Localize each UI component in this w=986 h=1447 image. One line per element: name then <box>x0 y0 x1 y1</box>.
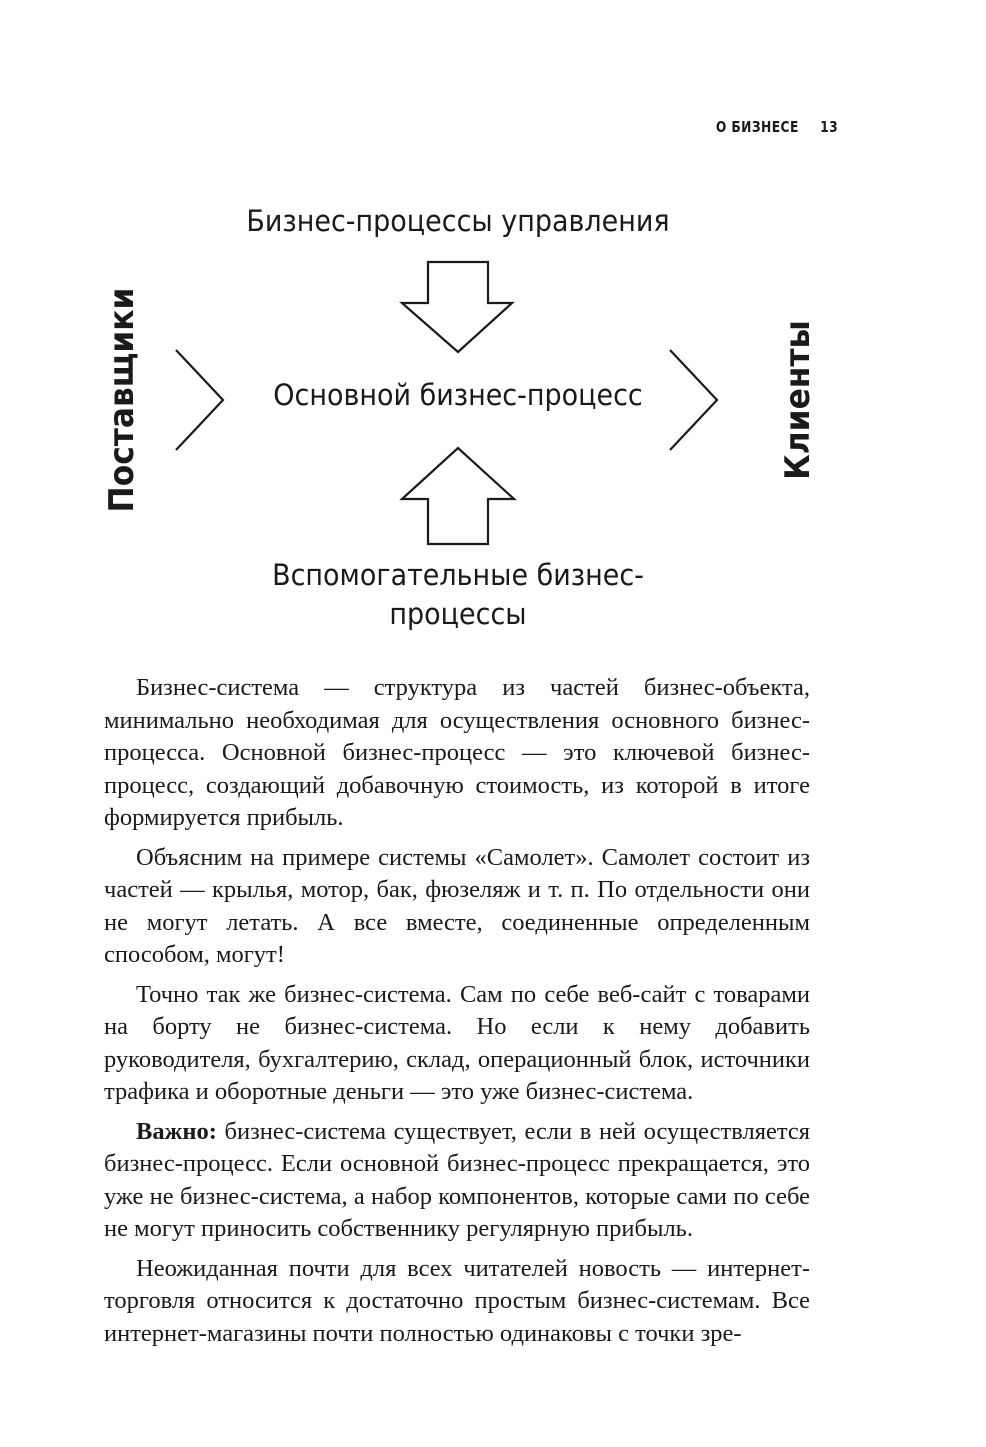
paragraph-1: Бизнес-система — структура из частей бизнес-объекта, минимально необходимая для осуществления основного бизнес-процесса. Основной бизнес-процесс — это ключевой бизнес-процесс, создающий добавочную стоимость, из которой в итоге формируется прибыль. <box>104 674 810 831</box>
clients-label: Клиенты <box>778 320 818 480</box>
up-block-arrow-icon <box>402 448 514 544</box>
business-process-diagram <box>0 0 986 660</box>
suppliers-label: Поставщики <box>102 287 142 513</box>
supporting-processes-line1: Вспомогательные бизнес- <box>272 558 644 592</box>
paragraph-4 <box>104 1116 810 1246</box>
supporting-processes-line2: процессы <box>389 597 527 631</box>
important-label: Важно: <box>136 1117 217 1145</box>
section-title: О БИЗНЕСЕ <box>715 118 799 136</box>
page-number: 13 <box>820 118 838 136</box>
body-text <box>104 672 810 1357</box>
supporting-processes-label <box>244 556 672 634</box>
paragraph-5: Неожиданная почти для всех читателей новость — интернет-торговля относится к достаточно простым бизнес-системам. Все интернет-магазины почти полностью одинаковы с точки зре- <box>104 1254 810 1347</box>
management-processes-label: Бизнес-процессы управления <box>246 204 670 238</box>
paragraph-4-text: бизнес-система существует, если в ней осуществляется бизнес-процесс. Если основной бизнес-процесс прекращается, это уже не бизнес-система, а набор компонентов, которые сами по себе не могут приносить собственнику регулярную прибыль. <box>104 1117 810 1242</box>
down-block-arrow-icon <box>402 262 512 352</box>
chevron-right-icon <box>176 350 223 450</box>
paragraph-3: Точно так же бизнес-система. Сам по себе веб-сайт с товарами на борту не бизнес-система. Но если к нему добавить руководителя, бухгалтерию, склад, операционный блок, источники трафика и оборотные деньги — это уже бизнес-система. <box>104 980 810 1105</box>
main-process-label: Основной бизнес-процесс <box>273 378 643 412</box>
paragraph-2: Объясним на примере системы «Самолет». Самолет состоит из частей — крылья, мотор, бак, фюзеляж и т. п. По отдельности они не могут летать. А все вместе, соединенные определенным способом, могут! <box>104 843 810 968</box>
chevron-right-icon <box>670 350 717 450</box>
